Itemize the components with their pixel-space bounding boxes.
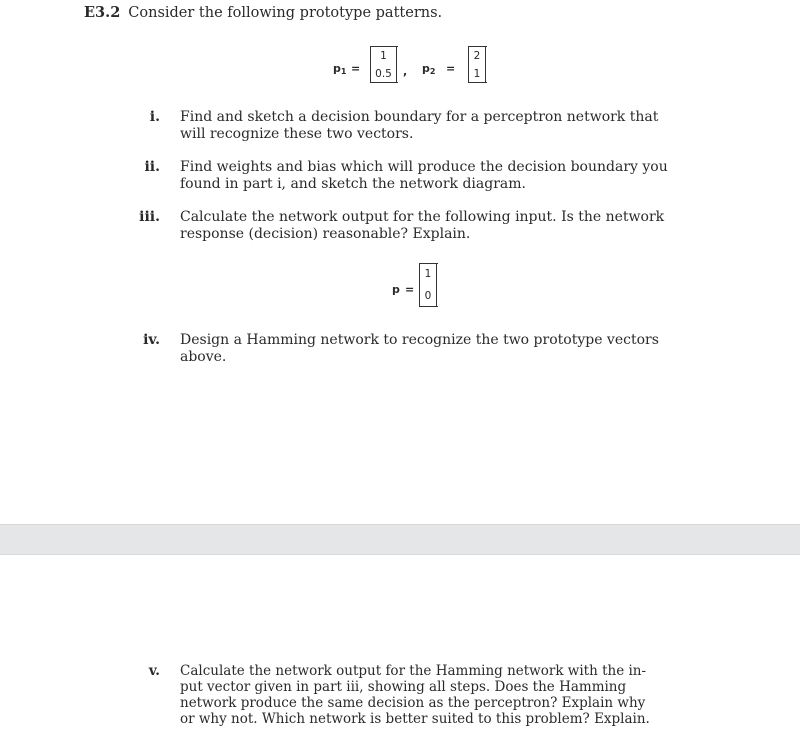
part-i-text	[180, 109, 658, 143]
page-separator	[0, 524, 800, 555]
part-ii-line-1: Find weights and bias which will produce the decision boundary you	[180, 159, 668, 175]
part-iii-line-2: response (decision) reasonable? Explain.	[180, 226, 471, 242]
exercise-heading	[84, 4, 442, 21]
p2-vector	[468, 46, 486, 83]
input-vector	[419, 263, 437, 307]
p1-label	[333, 62, 346, 76]
p1-equals: =	[351, 62, 361, 75]
p1-subscript: 1	[340, 67, 347, 76]
input-value-2: 0	[424, 290, 432, 302]
p2-label	[422, 62, 435, 76]
p1-symbol: p	[333, 62, 341, 75]
input-label: p	[392, 283, 400, 296]
part-i-line-2: will recognize these two vectors.	[180, 126, 414, 142]
input-equals: =	[405, 283, 415, 296]
exercise-number: E3.2	[84, 4, 121, 21]
part-iii-text	[180, 209, 664, 243]
part-iii-line-1: Calculate the network output for the following input. Is the network	[180, 209, 665, 225]
p1-vector	[370, 46, 397, 83]
part-v-text	[180, 663, 650, 727]
part-v-label: v.	[148, 663, 160, 679]
exercise-intro: Consider the following prototype patterns.	[128, 5, 443, 21]
p2-value-1: 2	[473, 50, 481, 62]
input-value-1: 1	[424, 268, 432, 280]
part-iv-label: iv.	[143, 332, 160, 348]
part-v-line-3: network produce the same decision as the perceptron? Explain why	[180, 695, 646, 711]
p1-value-1: 1	[380, 50, 387, 62]
document-page-2	[0, 555, 800, 753]
part-ii-line-2: found in part i, and sketch the network diagram.	[180, 176, 526, 192]
part-iv-text	[180, 332, 659, 366]
part-ii-label: ii.	[144, 159, 160, 175]
part-i-label: i.	[149, 109, 160, 125]
part-ii-text	[180, 159, 668, 193]
part-v-line-2: put vector given in part iii, showing all steps. Does the Hamming	[180, 679, 627, 695]
part-iv-line-2: above.	[180, 349, 227, 365]
p2-value-2: 1	[473, 68, 481, 80]
part-i-line-1: Find and sketch a decision boundary for a perceptron network that	[180, 109, 659, 125]
p2-subscript: 2	[429, 67, 436, 76]
part-v-line-4: or why not. Which network is better suited to this problem? Explain.	[180, 711, 650, 727]
p1-value-2: 0.5	[375, 68, 392, 80]
part-iii-label: iii.	[139, 209, 160, 225]
p2-equals: =	[446, 62, 456, 75]
part-iv-line-1: Design a Hamming network to recognize the two prototype vectors	[180, 332, 659, 348]
p2-symbol: p	[422, 62, 430, 75]
part-v-line-1: Calculate the network output for the Hamming network with the in-	[180, 663, 647, 679]
pattern-comma: ,	[403, 65, 408, 78]
